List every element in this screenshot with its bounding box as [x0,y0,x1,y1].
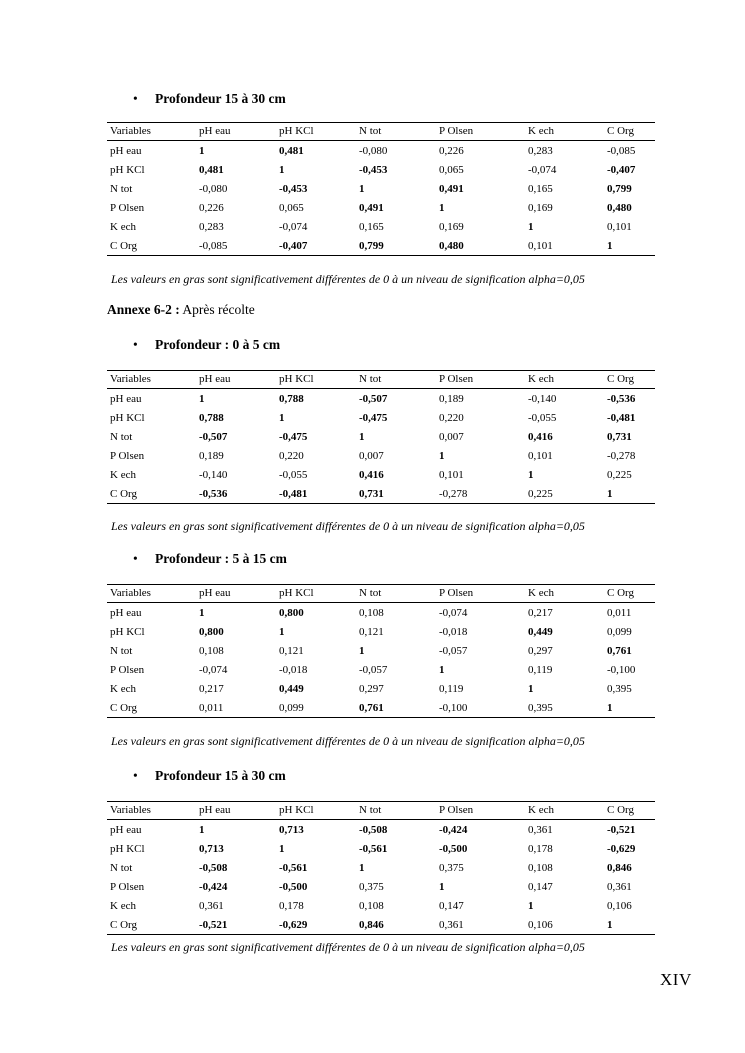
column-header: pH KCl [276,123,356,141]
correlation-value: -0,475 [279,430,308,443]
table-row [107,622,655,641]
column-header: P Olsen [436,123,525,141]
correlation-value: -0,629 [607,842,636,855]
row-label: K ech [110,682,136,695]
correlation-value: 1 [279,411,285,424]
table-row [107,179,655,198]
column-header: N tot [356,371,436,389]
table-header-row [107,123,655,141]
row-label: pH eau [110,392,142,405]
correlation-value: 0,108 [359,606,384,619]
row-label: P Olsen [110,201,145,214]
correlation-value: -0,521 [196,915,276,935]
correlation-value: 0,788 [279,392,304,405]
row-label: pH KCl [110,625,145,638]
correlation-value: 0,099 [276,698,356,718]
table-row [107,389,655,409]
correlation-value: -0,074 [199,663,228,676]
correlation-value: 0,375 [359,880,384,893]
correlation-value: -0,057 [359,663,388,676]
correlation-value: -0,424 [439,823,468,836]
row-label: pH KCl [110,163,145,176]
correlation-value: 0,481 [279,144,304,157]
correlation-value: 0,361 [436,915,525,935]
significance-note: Les valeurs en gras sont significativement différentes de 0 à un niveau de signification alpha=0,05 [111,940,585,954]
correlation-value: -0,500 [439,842,468,855]
correlation-value: 1 [279,625,285,638]
correlation-value: 1 [439,880,445,893]
correlation-value: 0,761 [607,644,632,657]
table-row [107,198,655,217]
row-label: pH eau [110,823,142,836]
correlation-value: -0,074 [439,606,468,619]
correlation-value: 1 [604,484,655,504]
table-header-row [107,585,655,603]
column-header: pH KCl [276,802,356,820]
column-header: pH KCl [276,371,356,389]
table-header-row [107,371,655,389]
section-heading [133,768,286,784]
correlation-value: 0,375 [439,861,464,874]
correlation-value: 1 [359,430,365,443]
correlation-value: 0,480 [436,236,525,256]
table-row [107,660,655,679]
correlation-value: -0,500 [279,880,308,893]
table-header-row [107,802,655,820]
correlation-value: -0,085 [196,236,276,256]
column-header: pH eau [196,371,276,389]
correlation-value: -0,508 [359,823,388,836]
correlation-value: -0,080 [199,182,228,195]
correlation-value: -0,561 [279,861,308,874]
correlation-value: 0,731 [356,484,436,504]
correlation-value: 0,065 [279,201,304,214]
correlation-table [107,801,655,935]
column-header: pH eau [196,585,276,603]
table-row [107,858,655,877]
column-header: C Org [604,371,655,389]
row-label: pH eau [110,606,142,619]
correlation-value: 0,788 [199,411,224,424]
correlation-value: -0,018 [279,663,308,676]
table-row [107,160,655,179]
column-header: Variables [107,123,196,141]
correlation-value: 0,108 [528,861,553,874]
heading-text: Profondeur : 5 à 15 cm [155,551,287,566]
correlation-value: -0,278 [607,449,636,462]
bullet-icon: • [133,551,138,566]
correlation-table [107,370,655,504]
table-row [107,839,655,858]
correlation-value: 0,165 [528,182,553,195]
correlation-value: 0,480 [607,201,632,214]
correlation-value: -0,481 [607,411,636,424]
correlation-value: 0,761 [356,698,436,718]
correlation-value: 0,065 [439,163,464,176]
section-heading [133,91,286,107]
correlation-value: 0,101 [528,449,553,462]
significance-note: Les valeurs en gras sont significativement différentes de 0 à un niveau de signification alpha=0,05 [111,734,585,748]
correlation-value: -0,507 [359,392,388,405]
row-label: N tot [110,182,133,195]
row-label: P Olsen [110,449,145,462]
table-row [107,217,655,236]
correlation-value: -0,057 [439,644,468,657]
correlation-value: 1 [439,663,445,676]
correlation-value: 0,225 [607,468,632,481]
correlation-value: 1 [528,682,534,695]
correlation-value: 0,713 [279,823,304,836]
section-heading [133,551,287,567]
correlation-value: -0,521 [607,823,636,836]
table-row [107,820,655,840]
row-label: C Org [107,236,196,256]
column-header: Variables [107,802,196,820]
correlation-value: -0,507 [199,430,228,443]
column-header: K ech [525,802,604,820]
correlation-value: -0,536 [607,392,636,405]
correlation-value: 0,713 [199,842,224,855]
column-header: P Olsen [436,585,525,603]
correlation-value: 0,101 [439,468,464,481]
correlation-value: 0,297 [528,644,553,657]
correlation-value: 0,481 [199,163,224,176]
correlation-value: 0,225 [525,484,604,504]
correlation-value: 1 [199,823,205,836]
bullet-icon: • [133,337,138,352]
correlation-value: 1 [528,468,534,481]
row-label: N tot [110,644,133,657]
column-header: P Olsen [436,371,525,389]
table-row [107,915,655,935]
row-label: K ech [110,899,136,912]
row-label: C Org [107,484,196,504]
column-header: C Org [604,123,655,141]
correlation-value: 0,283 [199,220,224,233]
correlation-value: 0,108 [359,899,384,912]
correlation-value: 0,220 [439,411,464,424]
table-row [107,603,655,623]
table-row [107,141,655,161]
correlation-value: 1 [279,842,285,855]
correlation-value: 0,416 [359,468,384,481]
correlation-value: 0,119 [528,663,553,676]
column-header: K ech [525,371,604,389]
correlation-value: -0,074 [528,163,557,176]
correlation-value: 0,800 [199,625,224,638]
row-label: pH KCl [110,842,145,855]
correlation-value: 0,217 [199,682,224,695]
table-row [107,641,655,660]
table-row [107,679,655,698]
table-row [107,877,655,896]
correlation-value: 0,106 [525,915,604,935]
correlation-value: 0,799 [607,182,632,195]
correlation-value: 0,121 [359,625,384,638]
correlation-value: 0,226 [199,201,224,214]
correlation-value: 0,121 [279,644,304,657]
heading-text: Profondeur : 0 à 5 cm [155,337,281,352]
correlation-value: -0,018 [439,625,468,638]
correlation-value: 1 [528,899,534,912]
page-number: XIV [660,970,692,989]
correlation-value: 0,283 [528,144,553,157]
annexe-title [107,302,255,318]
annexe-subtitle: Après récolte [182,302,255,317]
correlation-value: 1 [199,392,205,405]
correlation-value: 0,011 [607,606,632,619]
correlation-value: -0,100 [607,663,636,676]
row-label: N tot [110,861,133,874]
significance-note: Les valeurs en gras sont significativement différentes de 0 à un niveau de signification alpha=0,05 [111,272,585,286]
correlation-table [107,122,655,256]
table-row [107,465,655,484]
correlation-value: -0,508 [199,861,228,874]
correlation-value: 0,416 [528,430,553,443]
correlation-value: 1 [439,201,445,214]
table-row [107,446,655,465]
correlation-value: 0,147 [439,899,464,912]
correlation-value: 0,217 [528,606,553,619]
row-label: N tot [110,430,133,443]
correlation-value: 1 [359,182,365,195]
correlation-value: 0,178 [528,842,553,855]
annexe-label: Annexe 6-2 : [107,302,180,317]
correlation-value: 0,491 [439,182,464,195]
bullet-icon: • [133,768,138,783]
correlation-value: 0,731 [607,430,632,443]
table-row [107,236,655,256]
column-header: K ech [525,585,604,603]
correlation-value: 0,361 [607,880,632,893]
row-label: C Org [107,698,196,718]
correlation-value: -0,100 [436,698,525,718]
correlation-value: 0,119 [439,682,464,695]
correlation-value: -0,629 [276,915,356,935]
correlation-value: 1 [359,644,365,657]
correlation-value: -0,055 [528,411,557,424]
correlation-value: -0,561 [359,842,388,855]
column-header: pH eau [196,123,276,141]
correlation-value: 1 [199,606,205,619]
correlation-value: -0,424 [199,880,228,893]
correlation-value: 1 [528,220,534,233]
correlation-value: 0,846 [356,915,436,935]
correlation-value: -0,453 [279,182,308,195]
correlation-value: 1 [359,861,365,874]
correlation-value: -0,278 [436,484,525,504]
correlation-value: 0,395 [607,682,632,695]
correlation-value: 0,361 [199,899,224,912]
correlation-value: -0,536 [196,484,276,504]
correlation-value: 0,491 [359,201,384,214]
correlation-value: 0,395 [525,698,604,718]
column-header: P Olsen [436,802,525,820]
column-header: C Org [604,802,655,820]
correlation-value: 1 [604,698,655,718]
table-row [107,408,655,427]
table-row [107,698,655,718]
correlation-table [107,584,655,718]
correlation-value: 0,101 [607,220,632,233]
correlation-value: 1 [199,144,205,157]
correlation-value: -0,140 [528,392,557,405]
correlation-value: -0,080 [359,144,388,157]
correlation-value: -0,140 [199,468,228,481]
column-header: N tot [356,802,436,820]
correlation-value: 1 [604,915,655,935]
correlation-value: -0,407 [276,236,356,256]
row-label: pH eau [110,144,142,157]
correlation-value: 0,178 [279,899,304,912]
correlation-value: 0,189 [439,392,464,405]
correlation-value: 1 [439,449,445,462]
row-label: P Olsen [110,663,145,676]
correlation-value: 0,226 [439,144,464,157]
heading-text: Profondeur 15 à 30 cm [155,91,286,106]
correlation-value: 0,169 [439,220,464,233]
table-row [107,427,655,446]
correlation-value: 0,361 [528,823,553,836]
correlation-value: 0,099 [607,625,632,638]
significance-note: Les valeurs en gras sont significativement différentes de 0 à un niveau de signification alpha=0,05 [111,519,585,533]
row-label: K ech [110,220,136,233]
table-row [107,484,655,504]
correlation-value: 0,165 [359,220,384,233]
correlation-value: -0,453 [359,163,388,176]
correlation-value: 0,101 [525,236,604,256]
correlation-value: -0,407 [607,163,636,176]
bullet-icon: • [133,91,138,106]
correlation-value: -0,074 [279,220,308,233]
correlation-value: -0,085 [607,144,636,157]
correlation-value: -0,481 [276,484,356,504]
correlation-value: 0,147 [528,880,553,893]
heading-text: Profondeur 15 à 30 cm [155,768,286,783]
column-header: K ech [525,123,604,141]
column-header: N tot [356,123,436,141]
correlation-value: -0,055 [279,468,308,481]
column-header: pH KCl [276,585,356,603]
correlation-value: 0,007 [359,449,384,462]
correlation-value: 0,011 [196,698,276,718]
correlation-value: 0,220 [279,449,304,462]
table-row [107,896,655,915]
correlation-value: 0,449 [279,682,304,695]
correlation-value: 0,449 [528,625,553,638]
correlation-value: 0,800 [279,606,304,619]
column-header: N tot [356,585,436,603]
row-label: P Olsen [110,880,145,893]
correlation-value: -0,475 [359,411,388,424]
column-header: Variables [107,585,196,603]
correlation-value: 0,007 [439,430,464,443]
correlation-value: 0,106 [607,899,632,912]
column-header: Variables [107,371,196,389]
row-label: C Org [107,915,196,935]
column-header: pH eau [196,802,276,820]
row-label: pH KCl [110,411,145,424]
correlation-value: 0,108 [199,644,224,657]
correlation-value: 0,169 [528,201,553,214]
correlation-value: 1 [279,163,285,176]
correlation-value: 0,189 [199,449,224,462]
correlation-value: 0,297 [359,682,384,695]
correlation-value: 0,846 [607,861,632,874]
column-header: C Org [604,585,655,603]
section-heading [133,337,280,353]
row-label: K ech [110,468,136,481]
correlation-value: 1 [604,236,655,256]
correlation-value: 0,799 [356,236,436,256]
